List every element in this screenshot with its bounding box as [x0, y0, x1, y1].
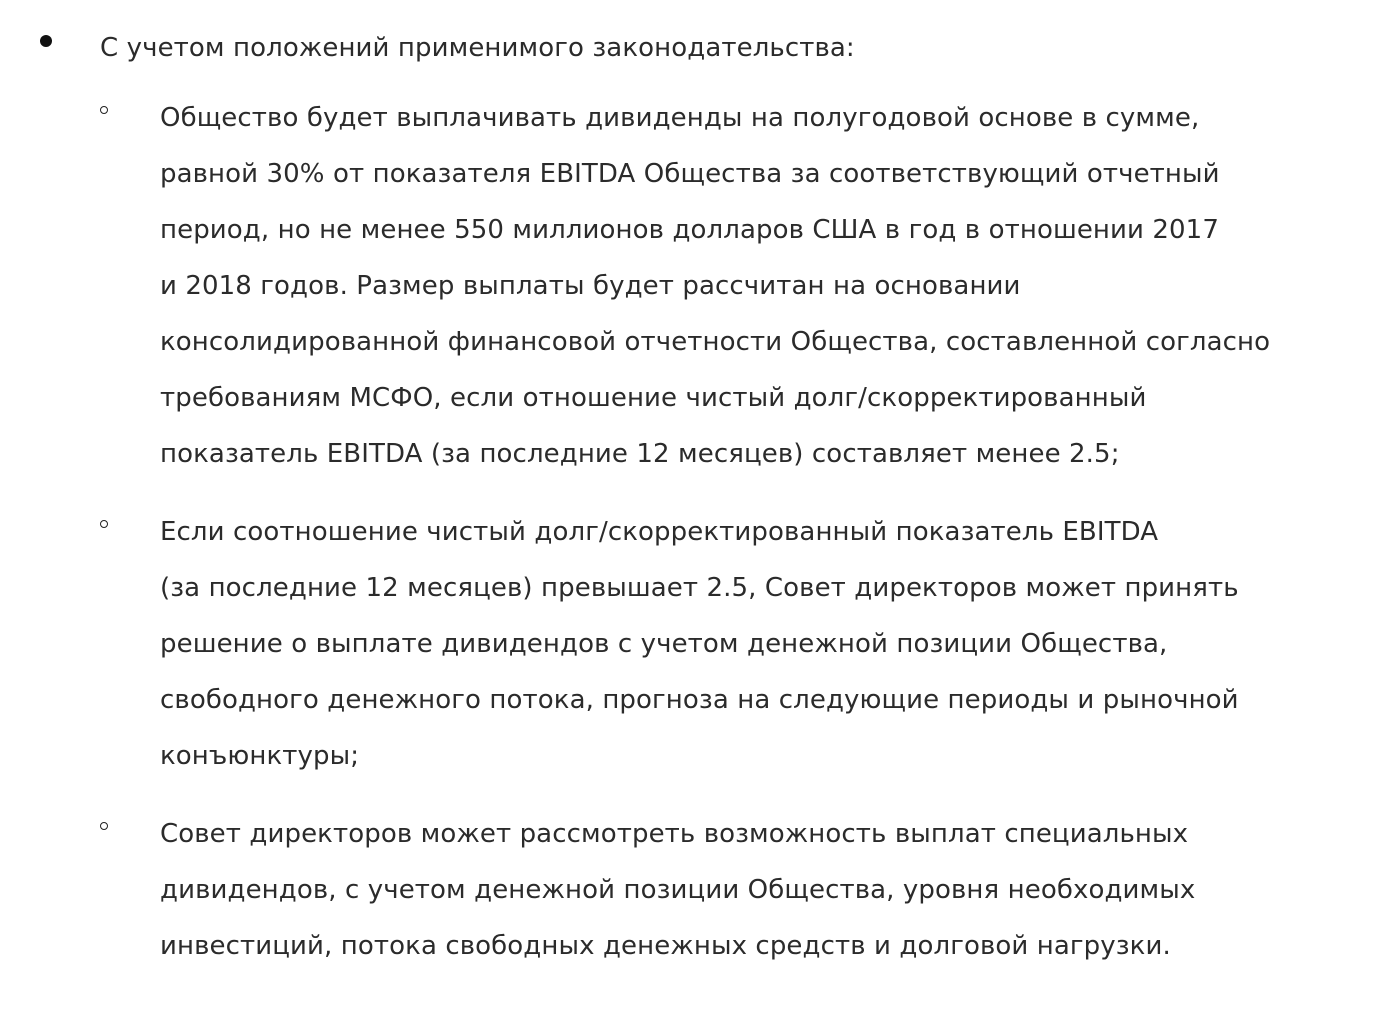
- text-line: консолидированной финансовой отчетности Общества, составленной согласно: [160, 327, 1271, 357]
- text-line: дивидендов, с учетом денежной позиции Общества, уровня необходимых: [160, 875, 1196, 905]
- bullet-circle-icon: [100, 822, 108, 830]
- text-line: (за последние 12 месяцев) превышает 2.5, Совет директоров может принять: [160, 573, 1239, 603]
- text-line: свободного денежного потока, прогноза на следующие периоды и рыночной: [160, 685, 1239, 715]
- bullet-disc-icon: [40, 35, 52, 47]
- text-line: конъюнктуры;: [160, 741, 360, 771]
- bullet-circle-icon: [100, 106, 108, 114]
- text-line: Если соотношение чистый долг/скорректированный показатель EBITDA: [160, 517, 1159, 547]
- list-item-text: [160, 90, 1390, 482]
- list-item-text: [160, 806, 1390, 974]
- text-line: решение о выплате дивидендов с учетом денежной позиции Общества,: [160, 629, 1168, 659]
- text-line: и 2018 годов. Размер выплаты будет рассчитан на основании: [160, 271, 1021, 301]
- list-intro-text: С учетом положений применимого законодательства:: [100, 33, 855, 63]
- text-line: Общество будет выплачивать дивиденды на полугодовой основе в сумме,: [160, 103, 1200, 133]
- text-line: показатель EBITDA (за последние 12 месяцев) составляет менее 2.5;: [160, 439, 1120, 469]
- text-line: Совет директоров может рассмотреть возможность выплат специальных: [160, 819, 1189, 849]
- text-line: инвестиций, потока свободных денежных средств и долговой нагрузки.: [160, 931, 1171, 961]
- text-line: период, но не менее 550 миллионов долларов США в год в отношении 2017: [160, 215, 1219, 245]
- bullet-circle-icon: [100, 520, 108, 528]
- list-item-text: [160, 504, 1390, 784]
- text-line: равной 30% от показателя EBITDA Общества за соответствующий отчетный: [160, 159, 1220, 189]
- text-line: требованиям МСФО, если отношение чистый долг/скорректированный: [160, 383, 1147, 413]
